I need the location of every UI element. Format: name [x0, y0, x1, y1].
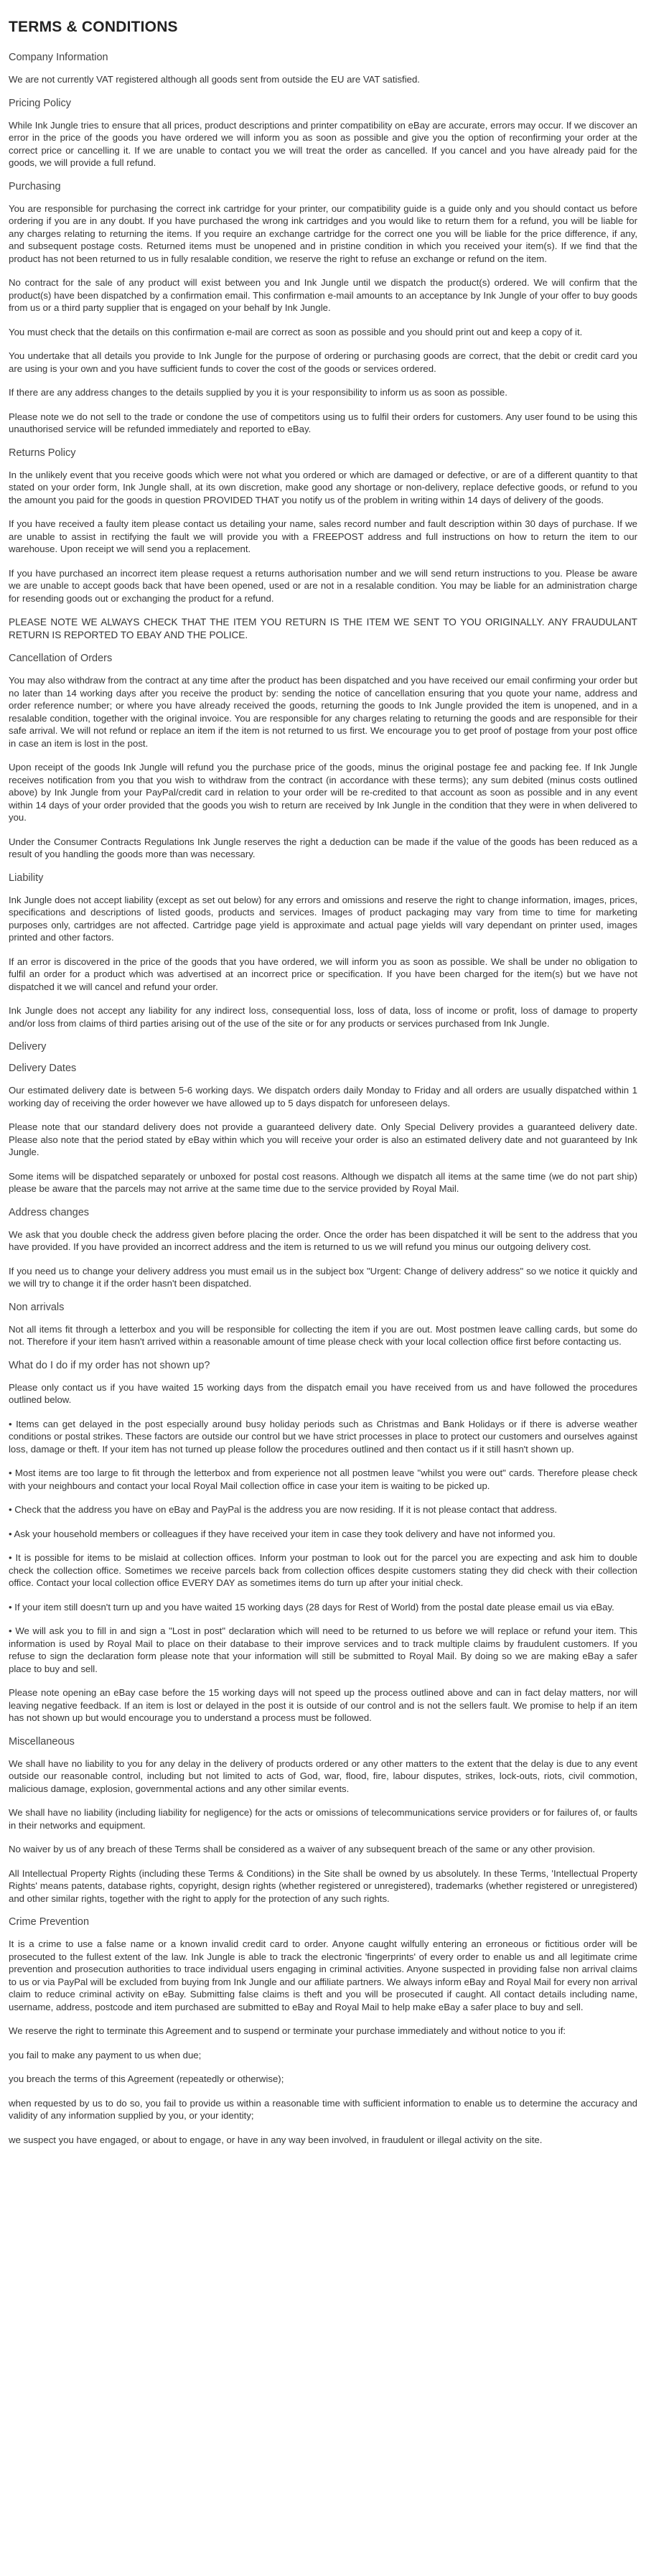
paragraph: Some items will be dispatched separately or unboxed for postal cost reasons. Although we dispatch all items at the same time (we do not part ship) please be aware that the parcels may not arrive at the same time due to the service provided by Royal Mail. [9, 1170, 637, 1194]
paragraph: Upon receipt of the goods Ink Jungle will refund you the purchase price of the goods, minus the original postage fee and packing fee. If Ink Jungle receives notification from you that you wish to withdraw from the contract (in accordance with these terms); any sum debited (minus costs outlined above) by Ink Jungle from your PayPal/credit card in relation to your order will be re-credited to that account as soon as possible and in any event within 14 days of your order provided that the goods you wish to return are received by Ink Jungle in the condition that they were in when delivered to you. [9, 762, 637, 823]
paragraph: • If your item still doesn't turn up and you have waited 15 working days (28 days for Rest of World) from the postal date please email us via eBay. [9, 1601, 614, 1613]
section-heading: Delivery [9, 1041, 47, 1053]
paragraph: • Items can get delayed in the post especially around busy holiday periods such as Christmas and Bank Holidays or if there is adverse weather conditions or postal strikes. These factors are outside our control but we have strict processes in place to protect our customers and ourselves against loss, damage or theft. If your item has not turned up please follow the procedures outlined and then contact us if it still hasn't shown up. [9, 1418, 637, 1455]
paragraph: If an error is discovered in the price of the goods that you have ordered, we will inform you as soon as possible. We shall be under no obligation to fulfil an order for a product which was advertised at an incorrect price or specification. If you have been charged for the item(s) but we have not dispatched it we will cancel and refund your order. [9, 956, 637, 992]
paragraph: • Most items are too large to fit through the letterbox and from experience not all postmen leave "whilst you were out" cards. Therefore please check with your neighbours and contact your local Royal Mail collection office in case your item is waiting to be picked up. [9, 1467, 637, 1491]
paragraph: If there are any address changes to the details supplied by you it is your responsibility to inform us as soon as possible. [9, 387, 507, 398]
paragraph: You may also withdraw from the contract at any time after the product has been dispatched and you have received our email confirming your order but no later than 14 working days after you receive the product by: sending the notice of cancellation ensuring that you quote your name, address and order reference number; or where you have already received the goods, returning the goods to Ink Jungle provided the item is unopened, and in a resalable condition, together with the original invoice. You are responsible for any charges relating to returning the goods and are responsible for their safe arrival. We will not refund or replace an item if the item is not returned to us first. We encourage you to get proof of postage from your post office in case an item is lost in the post. [9, 675, 637, 749]
section-heading: Purchasing [9, 180, 61, 192]
paragraph: • We will ask you to fill in and sign a "Lost in post" declaration which will need to be returned to us before we will replace or refund your item. This information is used by Royal Mail to place on their database to their improve services and to track multiple claims by fraudulent customers. If you refuse to sign the declaration form please note that your information will still be submitted to Royal Mail. By doing so we are making eBay a safer place to buy and sell. [9, 1625, 637, 1674]
paragraph: you breach the terms of this Agreement (repeatedly or otherwise); [9, 2073, 284, 2084]
section-heading: Address changes [9, 1206, 90, 1218]
section-heading: Returns Policy [9, 447, 76, 459]
section-heading: Miscellaneous [9, 1735, 75, 1747]
paragraph: No waiver by us of any breach of these Terms shall be considered as a waiver of any subsequent breach of the same or any other provision. [9, 1844, 596, 1854]
paragraph: Not all items fit through a letterbox and you will be responsible for collecting the item if you are out. Most postmen leave calling cards, but some do not. Therefore if your item hasn't arrived within a reasonable amount of time please check with your local collection office first before contacting us. [9, 1323, 637, 1347]
paragraph: You must check that the details on this confirmation e-mail are correct as soon as possible and you should print out and keep a copy of it. [9, 326, 583, 337]
section-heading: Pricing Policy [9, 97, 72, 109]
paragraph: If you have received a faulty item please contact us detailing your name, sales record number and fault description within 30 days of purchase. If we are unable to assist in rectifying the fault we will provide you with a FREEPOST address and full instructions on how to return the item to our warehouse. Upon receipt we will send you a replacement. [9, 518, 637, 554]
paragraph: We are not currently VAT registered although all goods sent from outside the EU are VAT satisfied. [9, 74, 420, 85]
page-title: TERMS & CONDITIONS [9, 19, 178, 35]
terms-content [9, 52, 637, 2146]
section-heading: Liability [9, 872, 44, 884]
paragraph: While Ink Jungle tries to ensure that all prices, product descriptions and printer compatibility on eBay are accurate, errors may occur. If we discover an error in the price of the goods you have ordered we will inform you as soon as possible and give you the option of reconfirming your order at the correct price or cancelling it. If we are unable to contact you we will treat the order as cancelled. If you cancel and you have already paid for the goods, we will provide a full refund. [9, 119, 637, 168]
paragraph: Under the Consumer Contracts Regulations Ink Jungle reserves the right a deduction can be made if the value of the goods has been reduced as a result of you handling the goods more than was necessary. [9, 836, 637, 859]
paragraph: Ink Jungle does not accept liability (except as set out below) for any errors and omissions and reserve the right to change information, images, prices, specifications and descriptions of listed goods, products and services. Images of product packaging may vary from time to time for marketing purposes only, cartridges are not affected. Cartridge page yield is approximate and actual page yields will vary dependant on printer used, images printed and other factors. [9, 894, 637, 943]
section-heading: Cancellation of Orders [9, 653, 113, 664]
paragraph: when requested by us to do so, you fail to provide us within a reasonable time with sufficient information to enable us to determine the accuracy and validity of any information supplied by you, or your identity; [9, 2097, 637, 2121]
paragraph: we suspect you have engaged, or about to engage, or have in any way been involved, in fraudulent or illegal activity on the site. [9, 2134, 543, 2145]
paragraph: We ask that you double check the address given before placing the order. Once the order has been dispatched it will be sent to the address that you have provided. If you have provided an incorrect address and the item is returned to us we will refund you minus our outgoing delivery cost. [9, 1228, 637, 1252]
section-heading: Company Information [9, 52, 108, 63]
paragraph: PLEASE NOTE WE ALWAYS CHECK THAT THE ITEM YOU RETURN IS THE ITEM WE SENT TO YOU ORIGINALLY. ANY FRAUDULANT RETURN IS REPORTED TO EBAY AND THE POLICE. [9, 617, 637, 640]
paragraph: Please note opening an eBay case before the 15 working days will not speed up the process outlined above and can in fact delay matters, nor will leaving negative feedback. If an item is lost or delayed in the post it is outside of our control and is not the sellers fault. We promise to help if an item has not shown up but would encourage you to understand a process must be followed. [9, 1687, 637, 1723]
paragraph: No contract for the sale of any product will exist between you and Ink Jungle until we dispatch the product(s) ordered. We will confirm that the product(s) have been dispatched by a confirmation email. This confirmation e-mail amounts to an acceptance by Ink Jungle of your offer to buy goods from us or a third party supplier that is engaged on your behalf by Ink Jungle. [9, 277, 637, 313]
paragraph: All Intellectual Property Rights (including these Terms & Conditions) in the Site shall be owned by us absolutely. In these Terms, 'Intellectual Property Rights' means patents, database rights, copyright, design rights (whether registered or unregistered), trademarks (whether registered or unregistered) and other similar rights, together with the right to apply for the protection of any such rights. [9, 1867, 637, 1904]
paragraph: We shall have no liability (including liability for negligence) for the acts or omissions of telecommunications service providers or for failures of, or faults in their networks and equipment. [9, 1807, 637, 1831]
paragraph: It is a crime to use a false name or a known invalid credit card to order. Anyone caught wilfully entering an erroneous or fictitious order will be prosecuted to the fullest extent of the law. Ink Jungle is able to track the electronic 'fingerprints' of every order to enable us and all legitimate crime prevention and prosecution authorities to trace individual users engaging in criminal activities. Anyone suspected in providing false non arrival claims to us or via PayPal will be excluded from buying from Ink Jungle and our affiliate partners. We always inform eBay and Royal Mail for every non arrival claim to reduce criminal activity on eBay. Submitting false claims is theft and you will be prosecuted if caught. All contact details including name, username, address, postcode and item purchased are submitted to eBay and Royal Mail to help make eBay a safer place to buy and sell. [9, 1938, 637, 2012]
section-heading: Crime Prevention [9, 1916, 90, 1928]
paragraph: • Ask your household members or colleagues if they have received your item in case they took delivery and have not informed you. [9, 1528, 556, 1539]
paragraph: You are responsible for purchasing the correct ink cartridge for your printer, our compatibility guide is a guide only and you should contact us before ordering if you are in any doubt. If you have purchased the wrong ink cartridges and you would like to return them for a refund, you will be liable for any charges relating to returning the items. If you require an exchange cartridge for the correct one you will be liable for the price difference, if any, and subsequent postage costs. Returned items must be unopened and in pristine condition in which you received your item(s). If we find that the product has not been returned to us in fully resalable condition, we reserve the right to refuse an exchange or refund on the item. [9, 202, 637, 264]
paragraph: Our estimated delivery date is between 5-6 working days. We dispatch orders daily Monday to Friday and all orders are usually dispatched within 1 working day of receiving the order however we have allowed up to 5 days dispatch for unforeseen delays. [9, 1085, 637, 1109]
paragraph: We reserve the right to terminate this Agreement and to suspend or terminate your purchase immediately and without notice to you if: [9, 2025, 566, 2036]
paragraph: You undertake that all details you provide to Ink Jungle for the purpose of ordering or purchasing goods are correct, that the debit or credit card you are using is your own and you have sufficient funds to cover the cost of the goods or services ordered. [9, 350, 637, 374]
paragraph: • Check that the address you have on eBay and PayPal is the address you are now residing. If it is not please contact that address. [9, 1504, 558, 1515]
paragraph: Please only contact us if you have waited 15 working days from the dispatch email you have received from us and have followed the procedures outlined below. [9, 1381, 637, 1405]
paragraph: you fail to make any payment to us when due; [9, 2049, 202, 2061]
paragraph: In the unlikely event that you receive goods which were not what you ordered or which are damaged or defective, or are of a different quantity to that stated on your order form, Ink Jungle shall, at its own discretion, make good any shortage or non-delivery, replace defective goods, or refund to you the amount you paid for the goods in question PROVIDED THAT you notify us of the problem in writing within 14 days of delivery of the goods. [9, 469, 637, 505]
section-heading: What do I do if my order has not shown up? [9, 1359, 210, 1371]
paragraph: If you have purchased an incorrect item please request a returns authorisation number and we will send return instructions to you. Please be aware we are unable to accept goods back that have been opened, used or are not in a resalable condition. You may be liable for an administration charge for resending goods out or exchanging the product for a refund. [9, 567, 637, 604]
paragraph: Ink Jungle does not accept any liability for any indirect loss, consequential loss, loss of data, loss of income or profit, loss of damage to property and/or loss from claims of third parties arising out of the use of the site or for any products or services purchased from Ink Jungle. [9, 1005, 637, 1029]
paragraph: We shall have no liability to you for any delay in the delivery of products ordered or any other matters to the extent that the delay is due to any event outside our reasonable control, including but not limited to acts of God, war, flood, fire, labour disputes, strikes, lock-outs, riots, civil commotion, malicious damage, explosion, governmental actions and any other similar events. [9, 1758, 637, 1794]
paragraph: Please note we do not sell to the trade or condone the use of competitors using us to fulfil their orders for customers. Any user found to be using this unauthorised service will be refunded immediately and reported to eBay. [9, 411, 637, 434]
paragraph: Please note that our standard delivery does not provide a guaranteed delivery date. Only Special Delivery provides a guaranteed delivery date. Please also note that the period stated by eBay within which you will receive your order is also an estimated delivery date and not guaranteed by Ink Jungle. [9, 1121, 637, 1157]
paragraph: If you need us to change your delivery address you must email us in the subject box "Urgent: Change of delivery address" so we notice it quickly and we will try to change it if the order hasn't been dispatched. [9, 1265, 637, 1289]
section-heading: Delivery Dates [9, 1063, 77, 1074]
paragraph: • It is possible for items to be mislaid at collection offices. Inform your postman to look out for the parcel you are expecting and ask him to double check the collection office. Sometimes we receive parcels back from collection offices despite customers stating they did check with their collection office. Contact your local collection office EVERY DAY as sometimes items do turn up after your initial check. [9, 1552, 637, 1588]
section-heading: Non arrivals [9, 1301, 65, 1313]
